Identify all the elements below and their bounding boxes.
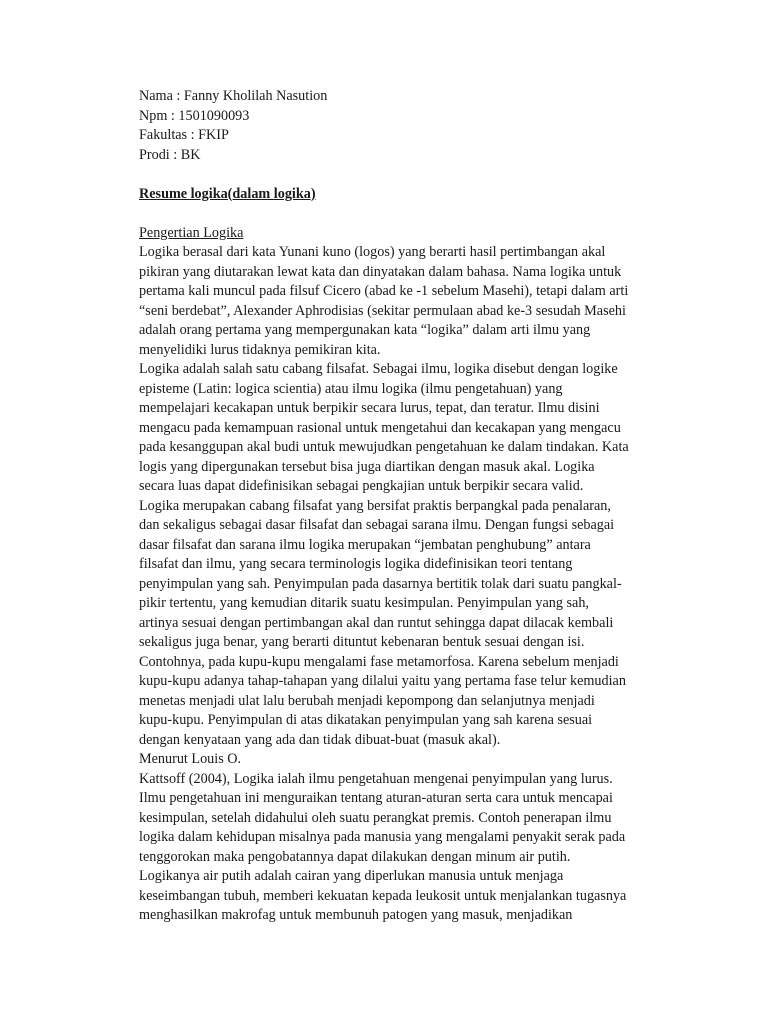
student-npm: Npm : 1501090093: [139, 107, 250, 124]
text-line: episteme (Latin: logica scientia) atau ilmu logika (ilmu pengetahuan) yang: [139, 380, 563, 397]
text-line: Logika merupakan cabang filsafat yang bersifat praktis berpangkal pada penalaran,: [139, 497, 611, 514]
text-line: dasar filsafat dan sarana ilmu logika merupakan “jembatan penghubung” antara: [139, 536, 591, 553]
text-line: kupu-kupu. Penyimpulan di atas dikatakan penyimpulan yang sah karena sesuai: [139, 712, 593, 728]
text-line: pada kesanggupan akal budi untuk mewujudkan pengetahuan ke dalam tindakan. Kata: [139, 439, 629, 455]
spacer: [139, 204, 699, 224]
text-line: pertama kali muncul pada filsuf Cicero (abad ke -1 sebelum Masehi), tetapi dalam arti: [139, 283, 629, 299]
document-title: Resume logika(dalam logika): [139, 185, 316, 202]
body-text: [139, 243, 699, 926]
section-heading-line: [139, 224, 699, 244]
text-line: logis yang dipergunakan tersebut bisa juga diartikan dengan masuk akal. Logika: [139, 458, 595, 475]
text-line: logika dalam kehidupan misalnya pada manusia yang mengalami penyakit serak pada: [139, 829, 626, 845]
text-line: kupu-kupu adanya tahap-tahapan yang dilalui yaitu yang pertama fase telur kemudian: [139, 673, 626, 689]
text-line: secara luas dapat didefinisikan sebagai pengkajian untuk berpikir secara valid.: [139, 478, 584, 494]
text-line: keseimbangan tubuh, memberi kekuatan kepada leukosit untuk menjalankan tugasnya: [139, 887, 627, 904]
text-line: “seni berdebat”, Alexander Aphrodisias (sekitar permulaan abad ke-3 sesudah Masehi: [139, 302, 626, 319]
text-line: Menurut Louis O.: [139, 751, 242, 767]
text-line: menyelidiki lurus tidaknya pemikiran kita.: [139, 341, 381, 358]
text-line: menetas menjadi ulat lalu berubah menjadi kepompong dan selanjutnya menjadi: [139, 692, 595, 709]
text-line: dengan kenyataan yang ada dan tidak dibuat-buat (masuk akal).: [139, 731, 501, 748]
text-line: adalah orang pertama yang mempergunakan kata “logika” dalam arti ilmu yang: [139, 322, 591, 338]
text-line: menghasilkan makrofag untuk membunuh patogen yang masuk, menjadikan: [139, 907, 573, 923]
text-line: pikir tertentu, yang kemudian ditarik suatu kesimpulan. Penyimpulan yang sah,: [139, 595, 589, 611]
text-line: artinya sesuai dengan pertimbangan akal dan runtut sehingga dapat dilacak kembali: [139, 614, 614, 631]
text-line: sekaligus juga benar, yang berarti dituntut kebenaran bentuk sesuai dengan isi.: [139, 634, 585, 650]
text-line: Contohnya, pada kupu-kupu mengalami fase metamorfosa. Karena sebelum menjadi: [139, 653, 619, 670]
text-line: Logika adalah salah satu cabang filsafat. Sebagai ilmu, logika disebut dengan logike: [139, 361, 618, 377]
text-line: filsafat dan ilmu, yang secara terminologis logika didefinisikan teori tentang: [139, 556, 573, 572]
text-line: Logika berasal dari kata Yunani kuno (logos) yang berarti hasil pertimbangan akal: [139, 244, 606, 260]
document-title-line: [139, 185, 699, 205]
spacer: [139, 165, 699, 185]
text-line: mengacu pada kemampuan rasional untuk mengetahui dan kecakapan yang mengacu: [139, 419, 621, 436]
text-line: pikiran yang diutarakan lewat kata dan dinyatakan dalam bahasa. Nama logika untuk: [139, 263, 622, 280]
text-line: Logikanya air putih adalah cairan yang diperlukan manusia untuk menjaga: [139, 868, 564, 884]
student-faculty: Fakultas : FKIP: [139, 127, 229, 143]
text-line: penyimpulan yang sah. Penyimpulan pada dasarnya bertitik tolak dari suatu pangkal-: [139, 575, 622, 592]
document-body: [139, 87, 699, 926]
text-line: tenggorokan maka pengobatannya dapat dilakukan dengan minum air putih.: [139, 848, 571, 865]
text-line: kesimpulan, setelah didahului oleh suatu perangkat premis. Contoh penerapan ilmu: [139, 809, 612, 826]
text-line: Kattsoff (2004), Logika ialah ilmu pengetahuan mengenai penyimpulan yang lurus.: [139, 770, 613, 787]
text-line: mempelajari kecakapan untuk berpikir secara lurus, tepat, dan teratur. Ilmu disini: [139, 400, 600, 416]
text-line: Ilmu pengetahuan ini menguraikan tentang aturan-aturan serta cara untuk mencapai: [139, 790, 613, 806]
section-heading: Pengertian Logika: [139, 224, 244, 241]
student-name: Nama : Fanny Kholilah Nasution: [139, 88, 328, 104]
text-line: dan sekaligus sebagai dasar filsafat dan sebagai sarana ilmu. Dengan fungsi sebagai: [139, 517, 615, 533]
student-program: Prodi : BK: [139, 146, 201, 163]
